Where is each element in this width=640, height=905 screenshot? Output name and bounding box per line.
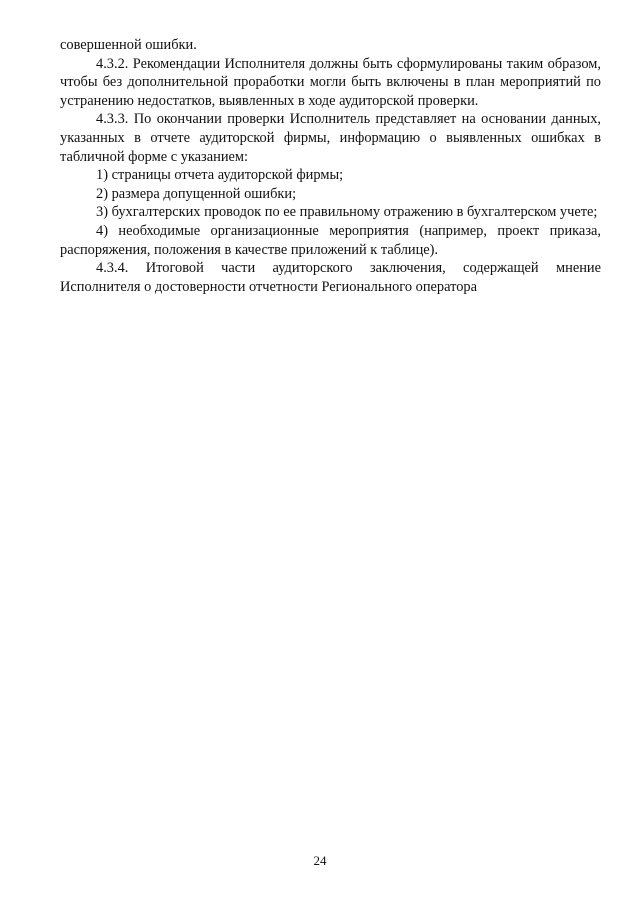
document-body [60,36,601,296]
paragraph-continuation: совершенной ошибки. [60,37,197,53]
paragraph-4-3-4: 4.3.4. Итоговой части аудиторского заключения, содержащей мнение Исполнителя о достоверности отчетности Регионального оператора [60,260,601,295]
paragraph-4-3-3: 4.3.3. По окончании проверки Исполнитель представляет на основании данных, указанных в отчете аудиторской фирмы, информацию о выявленных ошибках в табличной форме с указанием: [60,111,601,165]
list-item-1: 1) страницы отчета аудиторской фирмы; [96,167,344,184]
paragraph-4-3-2: 4.3.2. Рекомендации Исполнителя должны быть сформулированы таким образом, чтобы без дополнительной проработки могли быть включены в план мероприятий по устранению недостатков, выявленных в ходе аудиторской проверки. [60,55,601,109]
page-number: 24 [313,853,327,868]
list-item-2: 2) размера допущенной ошибки; [96,185,297,202]
list-item-4: 4) необходимые организационные мероприятия (например, проект приказа, распоряжения, положения в качестве приложений к таблице). [60,222,601,258]
list-item-3: 3) бухгалтерских проводок по ее правильному отражению в бухгалтерском учете; [96,204,598,221]
